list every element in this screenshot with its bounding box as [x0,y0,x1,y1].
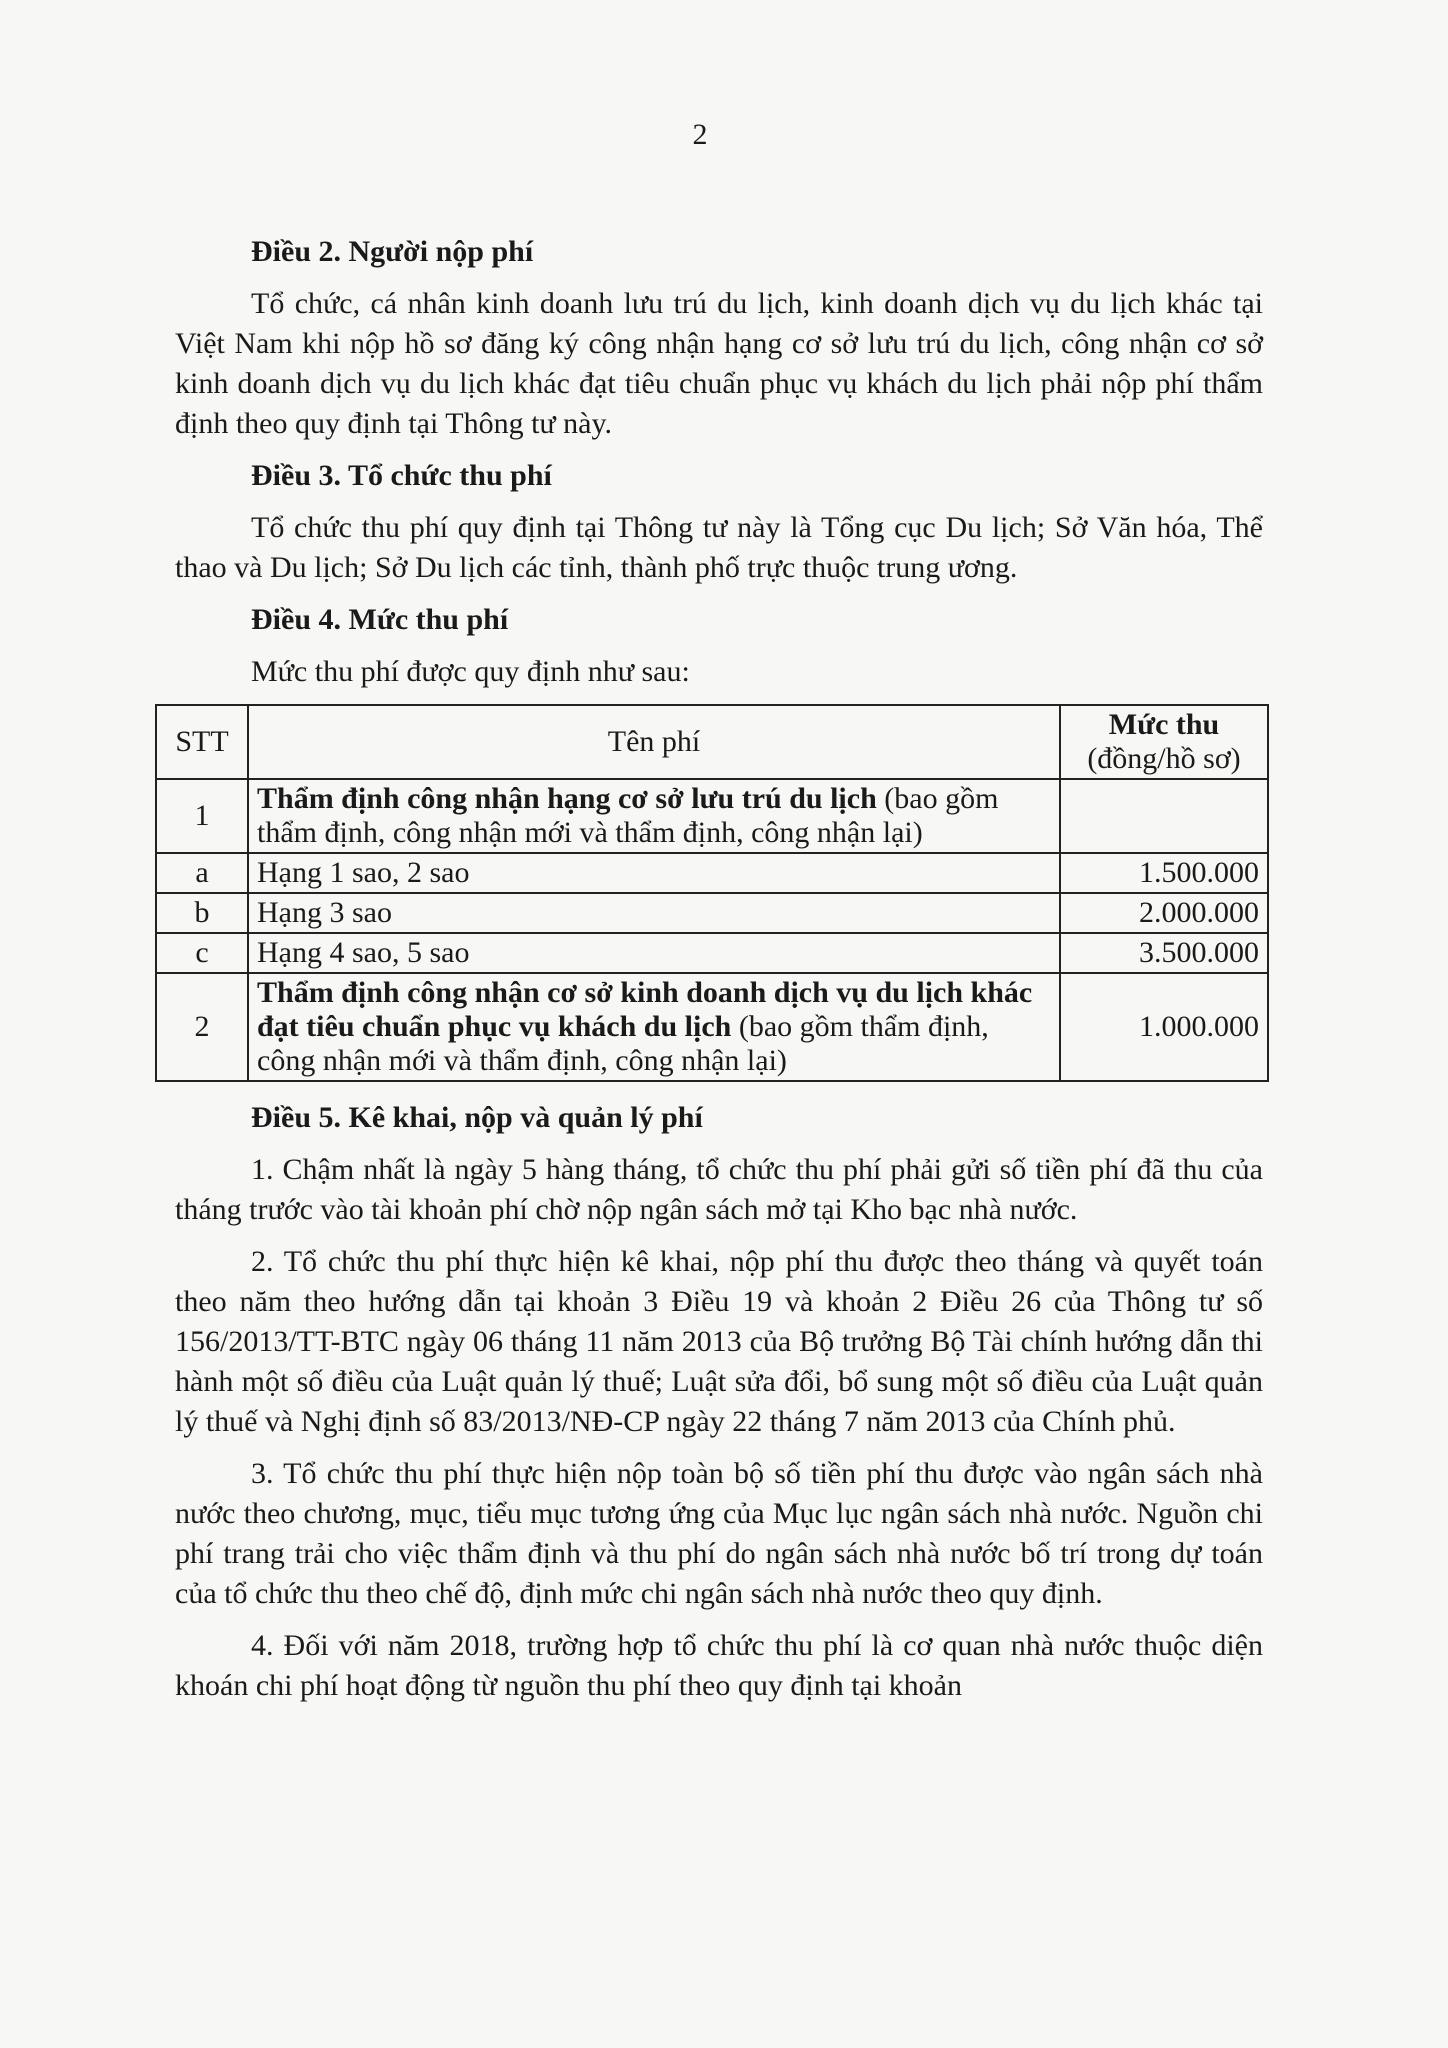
document-body [175,232,1263,1718]
header-fee-name: Tên phí [248,705,1060,779]
row-stt: b [156,893,248,933]
table-row [156,933,1268,973]
table-row [156,973,1268,1081]
row-fee-name-note: (bao gồm thẩm định, công nhận mới và thẩm định, công nhận lại) [257,782,999,849]
article-5-paragraph-4: 4. Đối với năm 2018, trường hợp tổ chức thu phí là cơ quan nhà nước thuộc diện khoán chi phí hoạt động từ nguồn thu phí theo quy định tại khoản [175,1629,1263,1702]
row-fee-name: Hạng 1 sao, 2 sao [248,853,1060,893]
article-5-paragraph-2: 2. Tổ chức thu phí thực hiện kê khai, nộp phí thu được theo tháng và quyết toán theo năm theo hướng dẫn tại khoản 3 Điều 19 và khoản 2 Điều 26 của Thông tư số 156/2013/TT-BTC ngày 06 tháng 11 năm 2013 của Bộ trưởng Bộ Tài chính hướng dẫn thi hành một số điều của Luật quản lý thuế; Luật sửa đổi, bổ sung một số điều của Luật quản lý thuế và Nghị định số 83/2013/NĐ-CP ngày 22 tháng 7 năm 2013 của Chính phủ. [175,1245,1263,1438]
row-stt: a [156,853,248,893]
header-amount-unit: (đồng/hồ sơ) [1087,742,1241,775]
table-row [156,779,1268,853]
article-4-heading: Điều 4. Mức thu phí [251,603,509,636]
row-fee-name [248,973,1060,1081]
article-5-paragraph-1: 1. Chậm nhất là ngày 5 hàng tháng, tổ chức thu phí phải gửi số tiền phí đã thu của tháng trước vào tài khoản phí chờ nộp ngân sách mở tại Kho bạc nhà nước. [175,1153,1263,1226]
article-4-intro: Mức thu phí được quy định như sau: [251,655,690,688]
row-stt: 1 [156,779,248,853]
header-amount-label: Mức thu [1108,708,1220,741]
article-5-paragraph-3: 3. Tổ chức thu phí thực hiện nộp toàn bộ số tiền phí thu được vào ngân sách nhà nước theo chương, mục, tiểu mục tương ứng của Mục lục ngân sách nhà nước. Nguồn chi phí trang trải cho việc thẩm định và thu phí do ngân sách nhà nước bố trí trong dự toán của tổ chức thu theo chế độ, định mức chi ngân sách nhà nước theo quy định. [175,1457,1263,1610]
fee-table [155,704,1269,1082]
row-amount: 3.500.000 [1060,933,1268,973]
article-3-text: Tổ chức thu phí quy định tại Thông tư này là Tổng cục Du lịch; Sở Văn hóa, Thể thao và Du lịch; Sở Du lịch các tỉnh, thành phố trực thuộc trung ương. [175,511,1263,584]
header-stt: STT [156,705,248,779]
row-fee-name: Hạng 4 sao, 5 sao [248,933,1060,973]
row-fee-name [248,779,1060,853]
article-5-heading: Điều 5. Kê khai, nộp và quản lý phí [251,1101,703,1134]
row-fee-name-bold: Thẩm định công nhận hạng cơ sở lưu trú du lịch [257,782,877,815]
row-fee-name-bold: Thẩm định công nhận cơ sở kinh doanh dịch vụ du lịch khác đạt tiêu chuẩn phục vụ khách du lịch [257,976,1033,1043]
article-2-text: Tổ chức, cá nhân kinh doanh lưu trú du lịch, kinh doanh dịch vụ du lịch khác tại Việt Nam khi nộp hồ sơ đăng ký công nhận hạng cơ sở lưu trú du lịch, công nhận cơ sở kinh doanh dịch vụ du lịch khác đạt tiêu chuẩn phục vụ khách du lịch phải nộp phí thẩm định theo quy định tại Thông tư này. [175,287,1263,440]
row-amount: 2.000.000 [1060,893,1268,933]
table-row [156,853,1268,893]
row-amount [1060,779,1268,853]
table-row [156,893,1268,933]
table-header-row [156,705,1268,779]
article-3-heading: Điều 3. Tổ chức thu phí [251,459,552,492]
row-amount: 1.500.000 [1060,853,1268,893]
row-stt: c [156,933,248,973]
header-amount [1060,705,1268,779]
row-stt: 2 [156,973,248,1081]
row-fee-name: Hạng 3 sao [248,893,1060,933]
article-2-heading: Điều 2. Người nộp phí [251,235,534,268]
page-number: 2 [692,118,708,151]
row-amount: 1.000.000 [1060,973,1268,1081]
row-fee-name-note: (bao gồm thẩm định, công nhận mới và thẩm định, công nhận lại) [257,1010,989,1077]
